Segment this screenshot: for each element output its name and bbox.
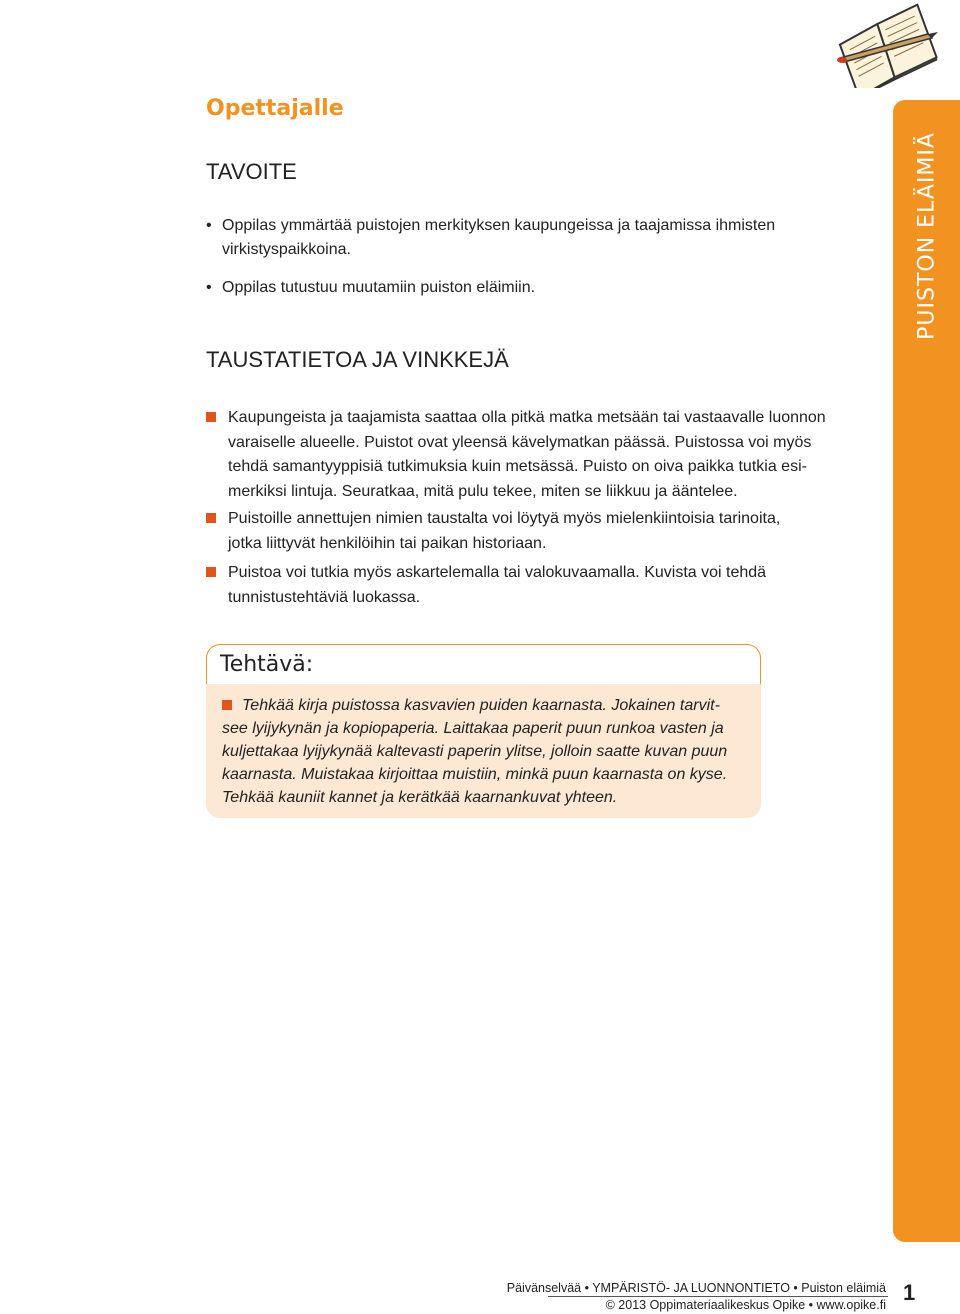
- tip-item: [206, 507, 846, 556]
- page-number: 1: [903, 1280, 916, 1305]
- goal-text: Oppilas tutustuu muutamiin puiston eläimiin.: [222, 279, 536, 296]
- tip-line: jotka liittyvät henkilöihin tai paikan historiaan.: [228, 534, 547, 552]
- goal-item: • Oppilas ymmärtää puistojen merkityksen kaupungeissa ja taajamissa ihmisten virkistyspaikkoina.: [206, 217, 776, 258]
- footer-series: Päivänselvää • YMPÄRISTÖ- JA LUONNONTIETO • Puiston eläimiä: [506, 1281, 886, 1295]
- tip-line: Puistoille annettujen nimien taustalta voi löytyä myös mielenkiintoisia tarinoita,: [228, 510, 781, 527]
- tip-line: varaiselle alueelle. Puistot ovat yleensä kävelymatkan päässä. Puistossa voi myös: [228, 433, 812, 451]
- taustatietoa-heading: TAUSTATIETOA JA VINKKEJÄ: [206, 347, 509, 372]
- tip-line: tunnistustehtäviä luokassa.: [228, 588, 421, 606]
- tip-item: [206, 406, 846, 504]
- square-bullet-icon: [206, 567, 216, 577]
- goal-text: virkistyspaikkoina.: [222, 241, 351, 258]
- tip-line: merkiksi lintuja. Seuratkaa, mitä pulu tekee, miten se liikkuu ja ääntelee.: [228, 482, 738, 500]
- tip-line: Puistoa voi tutkia myös askartelemalla tai valokuvaamalla. Kuvista voi tehdä: [228, 564, 767, 581]
- footer-divider: [548, 1296, 888, 1297]
- goal-text: Oppilas ymmärtää puistojen merkityksen kaupungeissa ja taajamissa ihmisten: [222, 217, 776, 234]
- task-line: kuljettakaa lyijykynää kaltevasti paperin ylitse, jolloin saatte kuvan puun: [222, 743, 728, 760]
- task-line: see lyijykynän ja kopiopaperia. Laittakaa paperit puun runkoa vasten ja: [222, 720, 724, 737]
- goal-item: • Oppilas tutustuu muutamiin puiston eläimiin.: [206, 279, 536, 296]
- task-text: [222, 694, 752, 809]
- tip-line: tehdä samantyyppisiä tutkimuksia kuin metsässä. Puisto on oiva paikka tutkia esi-: [228, 458, 807, 475]
- chapter-side-tab: [893, 100, 960, 1242]
- task-box: [206, 644, 761, 818]
- square-bullet-icon: [222, 700, 232, 710]
- chapter-title: PUISTON ELÄIMIÄ: [914, 132, 939, 340]
- footer-copyright: © 2013 Oppimateriaalikeskus Opike • www.opike.fi: [605, 1298, 886, 1312]
- task-title: Tehtävä:: [220, 652, 314, 677]
- section-label: Opettajalle: [206, 96, 344, 121]
- tavoite-heading: TAVOITE: [206, 159, 297, 184]
- square-bullet-icon: [206, 412, 216, 422]
- task-line: Tehkää kauniit kannet ja kerätkää kaarnankuvat yhteen.: [222, 789, 618, 806]
- square-bullet-icon: [206, 513, 216, 523]
- tip-item: [206, 561, 846, 610]
- task-line: kaarnasta. Muistakaa kirjoittaa muistiin, minkä puun kaarnasta on kyse.: [222, 766, 728, 783]
- book-and-pen-icon: [832, 0, 942, 88]
- task-line: Tehkää kirja puistossa kasvavien puiden kaarnasta. Jokainen tarvit-: [242, 697, 720, 714]
- tip-line: Kaupungeista ja taajamista saattaa olla pitkä matka metsään tai vastaavalle luonnon: [228, 409, 826, 426]
